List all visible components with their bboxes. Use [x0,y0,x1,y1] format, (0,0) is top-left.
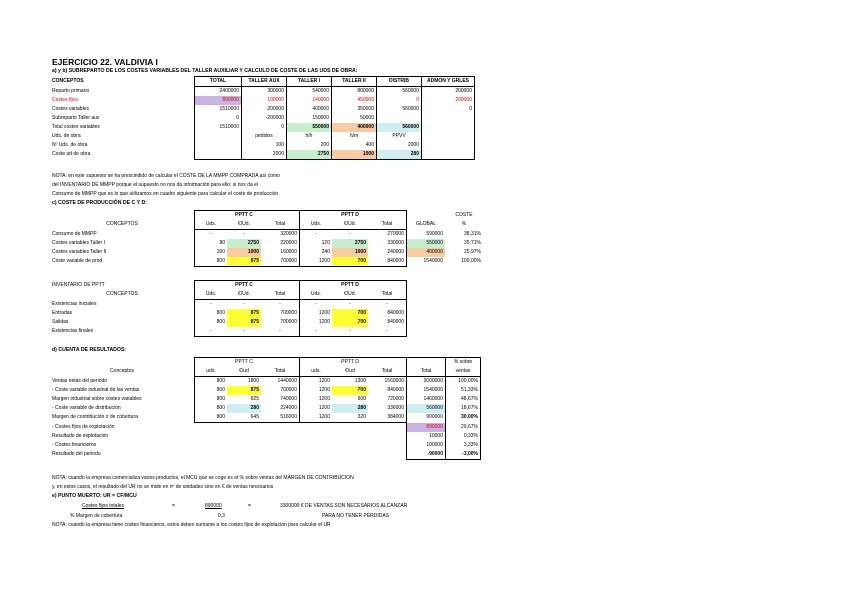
cell: 100,00% [461,258,481,265]
cell: 1540000 [423,258,443,265]
cell: 560000 [377,87,422,97]
cell [261,211,300,221]
cell [407,358,446,368]
header-cell: ADMON Y GRLES [422,77,475,87]
table-row [50,432,481,441]
cell: 450000 [332,96,377,105]
table-row [50,248,515,257]
cell [407,211,446,221]
cell [195,281,228,291]
cell: 50000 [332,114,377,123]
pm-denominator-value: 0,3 [218,513,225,519]
group-header-d: PPTT D [332,211,368,221]
cell: 1000 [332,248,368,257]
cell: -200000 [242,114,287,123]
cell [261,281,300,291]
table-title: INVENTARIO DE PPTT [52,281,105,288]
cell [422,123,475,132]
cell: 840000 [368,257,407,267]
row-label: Costes fijos [52,97,78,103]
row-label: Resultado de explotación [52,433,109,439]
pm-equals: = [172,503,175,509]
cell: 51,33% [446,386,481,395]
cell: 700 [332,318,368,327]
cell: 336000 [368,404,407,413]
cell: 700 [332,257,368,267]
table-row [50,441,481,450]
table-row [50,105,475,114]
cell [422,114,475,123]
group-header-c: PPTT C [227,211,261,221]
cell [195,358,228,368]
cell: - [243,301,245,307]
row-label: - Coste variable de distribución [52,405,121,411]
row-label: Existencias finales [52,328,94,335]
cell: - [315,301,317,307]
cell: 18,67% [446,404,481,413]
header-cell: Uds. [300,220,333,230]
cell: 1560000 [368,377,407,387]
header-cell: CONCEPTOS [52,78,84,84]
cell: 840000 [368,318,407,327]
row-label: Coste variable de prod [52,258,103,265]
table-row [50,327,407,337]
cell: - [261,300,300,310]
cell: 550000 [287,123,332,132]
cell: 875 [227,309,261,318]
cell: 700000 [261,309,300,318]
cell: h/m [332,132,377,141]
cell: 1200 [300,413,333,423]
cell: 120 [321,240,330,246]
row-label: Ventas netas del periodo [52,377,108,384]
header-cell: Total [368,290,407,300]
cell: 590000 [426,230,443,237]
cell: 160000 [261,248,300,257]
row-label: Margen de contribución o de cobertura [52,414,138,421]
cell: 800 [195,386,228,395]
cell: - [349,301,351,307]
cell: 0 [422,105,475,114]
row-label: Resultado del periodo [52,451,101,458]
cell: 560000 [377,123,422,132]
cell: 875 [227,318,261,327]
cell: 320000 [261,230,300,240]
pm-denominator-label: % Margen de cobertura [70,513,123,519]
cell: 400 [332,141,377,150]
cell: 516000 [261,413,300,423]
coste-produccion-table [50,210,515,267]
header-cell: Uds. [300,290,333,300]
cell: 270000 [368,230,407,240]
table-row [50,450,481,460]
section-d-heading: d) CUENTA DE RESULTADOS: [52,347,127,353]
cell: 700000 [261,257,300,267]
row-label: Entradas [52,310,73,316]
cell: 540000 [287,87,332,97]
cell: - [243,231,245,237]
header-cell: Uds. [195,290,228,300]
row-label: Existencias iniciales [52,300,97,307]
table-top-row [50,281,407,291]
note-line: NOTA: cuando la empresa comercializa varios productos, el MCU que se coge es el % sobre ventas del MARGEN DE CONTRIBUCION [52,475,354,481]
cell: 48,67% [446,395,481,404]
row-label: Costes variables [52,106,89,112]
cell: 1460000 [407,395,446,404]
table-row [50,96,475,105]
cell: - [300,327,333,337]
table-row [50,239,515,248]
cell: 800 [195,395,228,404]
cell [195,141,242,150]
cell [261,358,300,368]
cell: 800 [195,309,228,318]
table-row [50,87,475,97]
cell: 890000 [407,423,446,433]
cell: 0,33% [446,432,481,441]
header-cell: €/Ud. [227,220,261,230]
cell: 240000 [368,248,407,257]
cell: 700000 [261,318,300,327]
cell [368,211,407,221]
table-row [50,257,515,267]
pm-numerator-label: Costes fijos totales [82,503,124,509]
table-row [50,377,481,387]
row-label: Salidas [52,319,69,325]
cell: 800 [195,413,228,423]
table-header-row [50,77,475,87]
cell [377,114,422,123]
header-cell: €/Ud. [332,220,368,230]
header-cell: €/Ud. [332,290,368,300]
pm-numerator-value: 890000 [205,503,222,509]
cell: 400000 [332,123,377,132]
cell: 1800 [247,378,259,384]
cell: - [368,300,407,310]
cell [300,211,333,221]
cell: 400000 [407,248,446,257]
row-label: - Coste variable industrial de las ventas [52,387,140,393]
row-label: - Costes financieros [52,442,97,448]
table-row [50,309,407,318]
cell: 1510000 [195,105,242,114]
cell: - [368,327,407,337]
header-cell: €/Ud. [227,290,261,300]
cell: 200000 [422,96,475,105]
cell [422,141,475,150]
cell: 550000 [407,239,446,248]
header-cell: % sobre [446,358,481,368]
table-header-row [50,290,407,300]
header-cell: TOTAL [195,77,242,87]
note-line: NOTA: cuando la empresa tiene costes financieros, estos deben sumarse a los costes fijos de explotación para calcular el UR [52,522,331,528]
cell: 38,31% [464,230,481,237]
cell: 1200 [318,387,330,393]
cell: 35,71% [464,240,481,246]
group-header-c: PPTT C [227,281,261,291]
header-cell: CONCEPTOS [106,221,138,228]
cell: h/h [287,132,332,141]
cell: 2000 [242,150,287,160]
cell: 1200 [318,396,330,402]
cell: 10000 [407,432,446,441]
header-cell: Total [261,367,300,377]
cell: 280 [332,404,368,413]
cell: 330000 [368,239,407,248]
header-cell: uds. [300,367,333,377]
table-row [50,423,481,433]
header-cell: Total [261,290,300,300]
cell: 3,33% [446,441,481,450]
cell: 700000 [261,386,300,395]
cell: 800 [195,377,228,387]
cell: 220000 [261,239,300,248]
cell: 1200 [318,319,330,325]
group-header-d: PPTT D [332,281,368,291]
header-cell: TALLER II [332,77,377,87]
cell: 1200 [300,257,333,267]
cell: 1200 [318,310,330,316]
cell: 280 [377,150,422,160]
cell: 800 [195,257,228,267]
header-cell: €/ud [227,367,261,377]
group-header-d: PPTT D [332,358,368,368]
cell [300,358,333,368]
cell: - [195,230,228,240]
cell: 560000 [377,105,422,114]
cell: PPVV [377,132,422,141]
table-row [50,132,475,141]
header-cell: Total [368,367,407,377]
cell: 350000 [332,105,377,114]
cell: 100 [242,141,287,150]
cell [422,132,475,141]
cell: - [195,300,228,310]
cell: 200 [287,141,332,150]
row-label: Reparto primario [52,87,90,94]
cell: 100000 [242,96,287,105]
cell [195,132,242,141]
row-label: - Costes fijos de explotación [52,423,115,430]
header-cell: GLOBAL [415,221,436,228]
cell: 240 [321,249,330,255]
cell: 384000 [368,413,407,423]
cell: 875 [227,257,261,267]
header-cell: TALLER I [287,77,332,87]
table-row [50,114,475,123]
header-cell: Conceptos [110,368,134,375]
cell: 320 [332,413,368,423]
cell: 740000 [261,395,300,404]
cell: 700 [332,386,368,395]
cell: 200000 [422,87,475,97]
cell: - [315,231,317,237]
header-cell: uds. [195,367,228,377]
cell: 1510000 [195,123,242,132]
cell [195,150,242,160]
section-c-heading: c) COSTE DE PRODUCCIÓN DE C Y D: [52,200,147,206]
table-row [50,141,475,150]
row-label: Costes variables Taller II [52,249,107,255]
cell: - [349,231,351,237]
cell: 1000 [332,150,377,160]
inventario-table [50,280,407,337]
cell: 2750 [227,239,261,248]
cell: - [261,327,300,337]
cell: 1200 [318,378,330,384]
cell: 0 [377,96,422,105]
cell: 875 [227,386,261,395]
table-top-row [50,358,481,368]
row-label: Total costes variables [52,124,100,130]
cell: 1300 [354,378,366,384]
cell: 1200 [318,405,330,411]
cell: 800 [195,404,228,413]
header-cell: €/ud [332,367,368,377]
pm-result: 3300000 € DE VENTAS SON NECESARIOS ALCANZAR [280,503,408,509]
table-top-row [50,211,515,221]
cell: 25,97% [464,249,481,255]
cell: 560000 [407,404,446,413]
cell: 2000 [377,141,422,150]
cell: 280 [227,404,261,413]
header-cell: ventas [446,367,481,377]
table-row [50,300,407,310]
cell: 0 [242,123,287,132]
cell: 3000000 [407,377,446,387]
section-e-heading: e) PUNTO MUERTO: UR = CF/MCU [52,493,137,499]
table-row [50,386,481,395]
cell: 140000 [287,96,332,105]
row-label: Uds. de obra [52,133,81,139]
cell: 2750 [332,239,368,248]
row-label: Margen industrial sobre costes variables [52,396,142,402]
cell: -3,00% [446,450,481,460]
header-cell: % [461,221,467,228]
row-label: Coste ud de obra [52,151,91,158]
row-label: Nº Uds. de obra [52,142,88,148]
pm-result-2: PARA NO TENER PÉRDIDAS [322,513,390,519]
table-header-row [50,367,481,377]
cell: 600 [357,396,366,402]
cell: 645 [227,413,261,423]
cell: pedidos [242,132,287,141]
header-cell: Total [407,367,446,377]
cell: 2750 [287,150,332,160]
cell: - [332,327,368,337]
pm-equals: = [248,503,251,509]
cell [368,358,407,368]
cell [483,211,515,221]
table-row [50,123,475,132]
cell: 224000 [261,404,300,413]
cuenta-resultados-table [50,357,481,460]
subreparto-table [50,76,475,160]
table-row [50,150,475,160]
note-line: y, en estos casos, el resultado del UR no se mide en nº de unidades sino en € de ventas necesarios [52,484,274,490]
cell: 840000 [368,309,407,318]
note-line: del INVENTARIO DE MMPP porque el supuesto no nos da información para ello; si nos da el [52,182,259,188]
cell [368,281,407,291]
cell: 150000 [287,114,332,123]
cell [195,211,228,221]
cell: 160 [195,248,228,257]
cell: 400000 [287,105,332,114]
note-line: NOTA: en este supuesto se ha prescindido de calcular el COSTE DE LA MMPP COMPRADA así como [52,173,280,179]
cell: 30,00% [446,413,481,423]
row-label: Consumo de MMPP [52,230,97,237]
cell: 100,00% [446,377,481,387]
table-row [50,230,515,240]
cell: - [227,327,261,337]
cell: 80 [195,239,228,248]
cell: -90000 [407,450,446,460]
table-row [50,395,481,404]
header-cell: CONCEPTOS [106,291,138,298]
cell: 900000 [407,413,446,423]
cell: 1540000 [407,386,446,395]
table-header-row [50,220,515,230]
header-cell: DISTRIB [377,77,422,87]
cell: 0 [195,114,242,123]
cell: 200000 [242,105,287,114]
cell: 720000 [368,395,407,404]
group-header-c: PPTT C [227,358,261,368]
cell: 800 [195,318,228,327]
table-row [50,404,481,413]
table-row [50,318,407,327]
page-title: EJERCICIO 22. VALDIVIA I [52,57,158,67]
cell: 300000 [242,87,287,97]
group-header-coste: COSTE [455,211,473,218]
cell: 100000 [407,441,446,450]
cell: 1000 [227,248,261,257]
cell: 2400000 [195,87,242,97]
note-line: Consumo de MMPP que es lo que utilizamos en cuadro siguiente para calcular el coste de producción [52,191,279,197]
row-label: Subreparto Taller aux [52,115,100,121]
row-label: Costes variables Taller I [52,240,105,246]
header-cell: Uds. [195,220,228,230]
cell [300,281,333,291]
section-ab-heading: a) y b) SUBREPARTO DE LOS COSTES VARIABLES DEL TALLER AUXILIAR Y CALCULO DE COSTE DE LAS UDS DE OBRA: [52,68,358,74]
cell: 29,67% [446,423,481,433]
cell: - [195,327,228,337]
cell: 890000 [195,96,242,105]
cell: 1440000 [261,377,300,387]
header-cell: Total [368,220,407,230]
header-cell: TALLER AUX [242,77,287,87]
table-row [50,413,481,423]
cell: 700 [332,309,368,318]
cell: 840000 [368,386,407,395]
cell: 800000 [332,87,377,97]
header-cell: Total [261,220,300,230]
cell: 925 [250,396,259,402]
cell [422,150,475,160]
